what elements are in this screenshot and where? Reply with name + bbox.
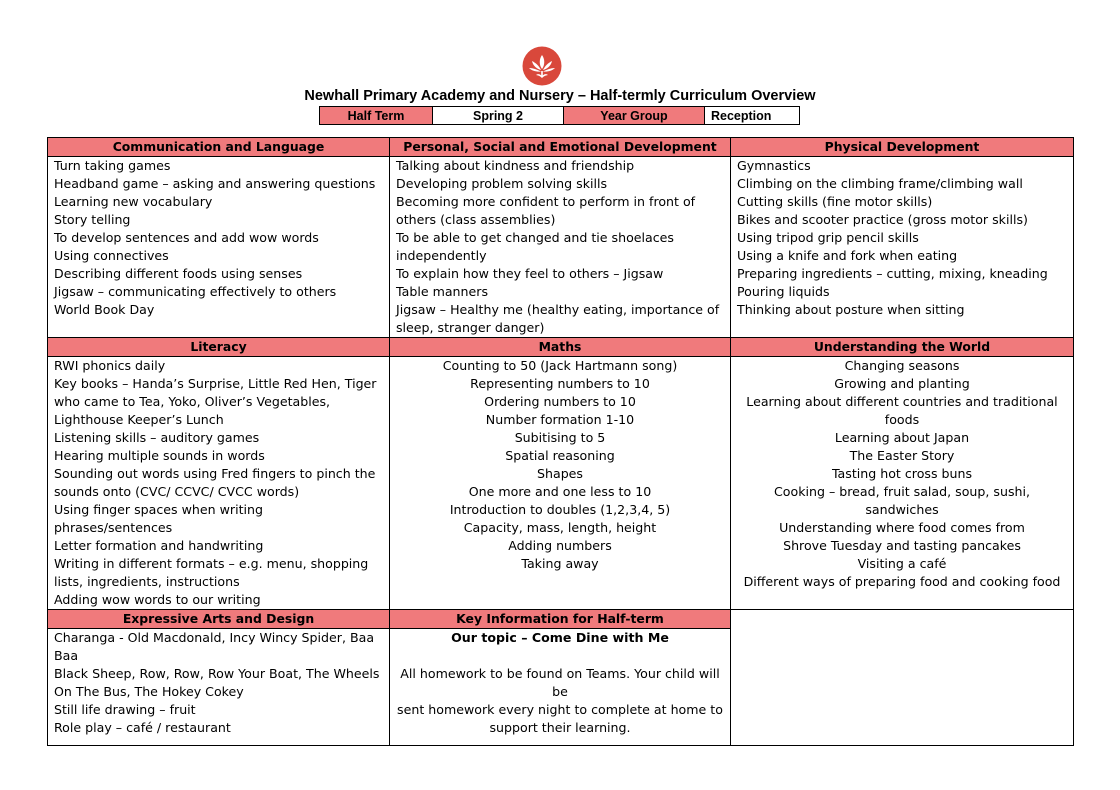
physical-item: Cutting skills (fine motor skills): [737, 194, 933, 209]
maths-heading: Maths: [390, 338, 731, 357]
arts-cell: [48, 629, 390, 746]
communication-cell: [48, 157, 390, 338]
psed-item: sleep, stranger danger): [396, 320, 545, 335]
psed-item: Becoming more confident to perform in front of: [396, 194, 696, 209]
world-item: foods: [884, 412, 920, 427]
communication-item: World Book Day: [54, 302, 155, 317]
arts-item: Black Sheep, Row, Row, Row Your Boat, The Wheels: [54, 666, 380, 681]
physical-cell: [731, 157, 1074, 338]
arts-heading: Expressive Arts and Design: [48, 610, 390, 629]
psed-item: Table manners: [396, 284, 489, 299]
literacy-item: RWI phonics daily: [54, 358, 166, 373]
physical-item: Climbing on the climbing frame/climbing wall: [737, 176, 1023, 191]
half-term-label: Half Term: [320, 107, 433, 125]
literacy-item: Letter formation and handwriting: [54, 538, 264, 553]
world-heading: Understanding the World: [731, 338, 1074, 357]
maths-item: Subitising to 5: [514, 430, 606, 445]
literacy-item: Sounding out words using Fred fingers to pinch the: [54, 466, 376, 481]
key-info-cell: [390, 629, 731, 746]
school-logo-lotus-icon: [522, 46, 562, 86]
key-info-heading: Key Information for Half-term: [390, 610, 731, 629]
physical-item: Preparing ingredients – cutting, mixing, kneading: [737, 266, 1048, 281]
communication-item: Turn taking games: [54, 158, 171, 173]
world-item: Understanding where food comes from: [779, 520, 1025, 535]
world-cell: [731, 357, 1074, 610]
maths-item: One more and one less to 10: [468, 484, 652, 499]
literacy-item: Writing in different formats – e.g. menu, shopping: [54, 556, 369, 571]
physical-item: Pouring liquids: [737, 284, 830, 299]
half-term-value: Spring 2: [433, 107, 564, 125]
arts-item: On The Bus, The Hokey Cokey: [54, 684, 244, 699]
world-item: Growing and planting: [834, 376, 970, 391]
maths-item: Representing numbers to 10: [470, 376, 650, 391]
maths-item: Capacity, mass, length, height: [463, 520, 657, 535]
psed-item: To be able to get changed and tie shoelaces: [396, 230, 674, 245]
key-info-text: [396, 665, 724, 737]
maths-item: Ordering numbers to 10: [484, 394, 636, 409]
maths-item: Number formation 1-10: [485, 412, 635, 427]
literacy-item: Lighthouse Keeper’s Lunch: [54, 412, 224, 427]
arts-item: Role play – café / restaurant: [54, 720, 231, 735]
psed-item: Jigsaw – Healthy me (healthy eating, importance of: [396, 302, 720, 317]
maths-item: Taking away: [521, 556, 599, 571]
term-info-table: [319, 106, 800, 125]
world-item: Cooking – bread, fruit salad, soup, sushi, sandwiches: [773, 484, 1030, 517]
world-item: Shrove Tuesday and tasting pancakes: [783, 538, 1021, 553]
communication-item: To develop sentences and add wow words: [54, 230, 319, 245]
literacy-item: Key books – Handa’s Surprise, Little Red Hen, Tiger: [54, 376, 377, 391]
maths-item: Shapes: [537, 466, 583, 481]
communication-item: Jigsaw – communicating effectively to others: [54, 284, 337, 299]
year-group-value: Reception: [705, 107, 800, 125]
communication-heading: Communication and Language: [48, 138, 390, 157]
psed-item: To explain how they feel to others – Jigsaw: [396, 266, 664, 281]
maths-item: Spatial reasoning: [505, 448, 615, 463]
physical-item: Bikes and scooter practice (gross motor skills): [737, 212, 1028, 227]
psed-item: others (class assemblies): [396, 212, 556, 227]
physical-item: Using tripod grip pencil skills: [737, 230, 919, 245]
physical-item: Gymnastics: [737, 158, 811, 173]
literacy-heading: Literacy: [48, 338, 390, 357]
literacy-item: Hearing multiple sounds in words: [54, 448, 265, 463]
maths-item: Introduction to doubles (1,2,3,4, 5): [449, 502, 671, 517]
arts-item: Still life drawing – fruit: [54, 702, 196, 717]
communication-item: Learning new vocabulary: [54, 194, 213, 209]
world-item: Learning about Japan: [834, 430, 970, 445]
communication-item: Story telling: [54, 212, 131, 227]
psed-item: Talking about kindness and friendship: [396, 158, 635, 173]
literacy-item: who came to Tea, Yoko, Oliver’s Vegetables,: [54, 394, 331, 409]
psed-item: independently: [396, 248, 487, 263]
page-title: Newhall Primary Academy and Nursery – Half-termly Curriculum Overview: [304, 88, 816, 104]
communication-item: Headband game – asking and answering questions: [54, 176, 376, 191]
communication-item: Describing different foods using senses: [54, 266, 303, 281]
year-group-label: Year Group: [564, 107, 705, 125]
curriculum-grid: [47, 137, 1074, 746]
topic-line: Our topic – Come Dine with Me: [451, 630, 669, 645]
world-item: Learning about different countries and traditional: [746, 394, 1058, 409]
world-item: Different ways of preparing food and cooking food: [743, 574, 1061, 589]
world-item: Visiting a café: [857, 556, 947, 571]
psed-cell: [390, 157, 731, 338]
key-info-item: support their learning.: [489, 720, 631, 735]
world-item: The Easter Story: [849, 448, 955, 463]
literacy-item: Using finger spaces when writing phrases/sentences: [54, 502, 264, 535]
communication-item: Using connectives: [54, 248, 169, 263]
literacy-item: Adding wow words to our writing: [54, 592, 261, 607]
key-info-item: All homework to be found on Teams. Your child will be: [400, 666, 720, 699]
physical-item: Thinking about posture when sitting: [737, 302, 965, 317]
world-item: Changing seasons: [844, 358, 960, 373]
key-info-item: sent homework every night to complete at home to: [397, 702, 723, 717]
maths-item: Adding numbers: [508, 538, 612, 553]
physical-heading: Physical Development: [731, 138, 1074, 157]
empty-cell: [731, 610, 1074, 746]
literacy-item: lists, ingredients, instructions: [54, 574, 240, 589]
physical-item: Using a knife and fork when eating: [737, 248, 958, 263]
psed-heading: Personal, Social and Emotional Development: [390, 138, 731, 157]
literacy-item: Listening skills – auditory games: [54, 430, 260, 445]
literacy-cell: [48, 357, 390, 610]
maths-cell: [390, 357, 731, 610]
arts-item: Charanga - Old Macdonald, Incy Wincy Spider, Baa Baa: [54, 630, 375, 663]
maths-item: Counting to 50 (Jack Hartmann song): [442, 358, 678, 373]
literacy-item: sounds onto (CVC/ CCVC/ CVCC words): [54, 484, 300, 499]
psed-item: Developing problem solving skills: [396, 176, 608, 191]
spacer-line: [396, 647, 724, 665]
world-item: Tasting hot cross buns: [831, 466, 973, 481]
